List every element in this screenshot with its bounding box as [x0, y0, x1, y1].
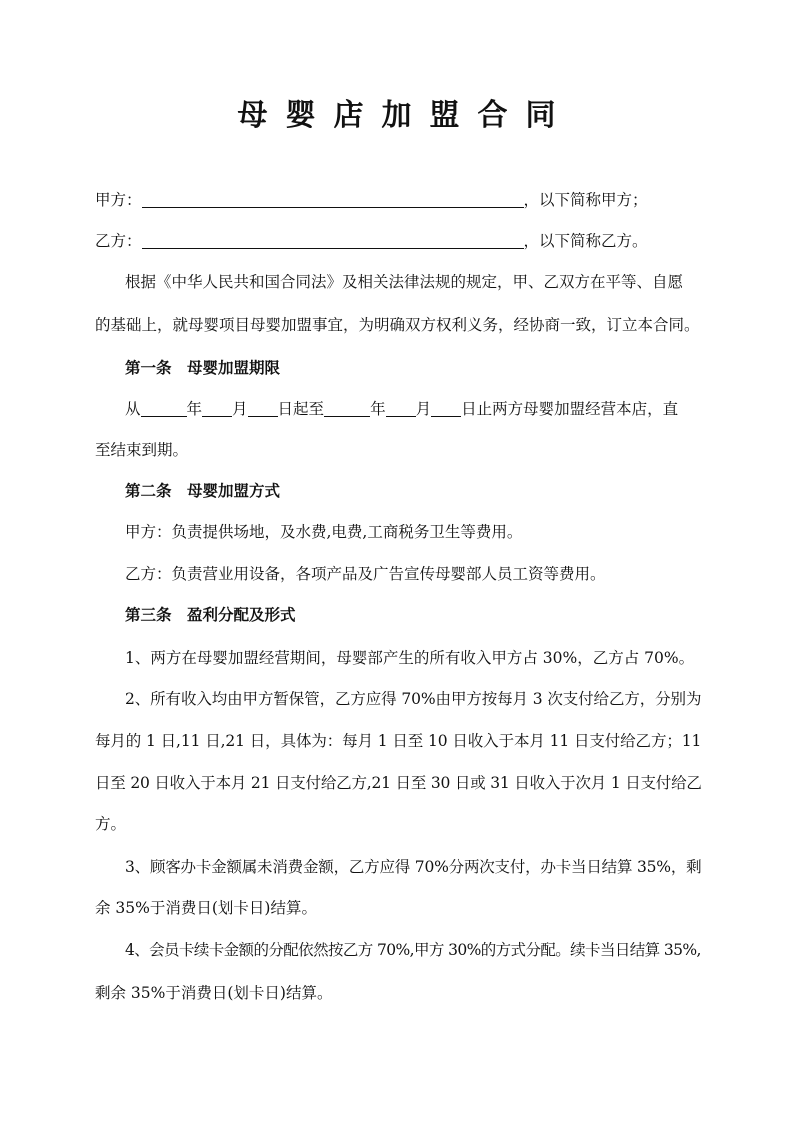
end-year-blank[interactable]	[324, 400, 370, 417]
article-3-line-8: 4、会员卡续卡金额的分配依然按乙方 70%,甲方 30%的方式分配。续卡当日结算 35%,	[125, 941, 701, 959]
start-day-blank[interactable]	[248, 400, 278, 417]
article-2-party-a-duty: 甲方：负责提供场地，及水费,电费,工商税务卫生等费用。	[125, 523, 523, 541]
article-3-line-6: 3、顾客办卡金额属未消费金额，乙方应得 70%分两次支付，办卡当日结算 35%，剩	[125, 858, 702, 876]
end-month-blank[interactable]	[386, 400, 416, 417]
article-3-line-2: 2、所有收入均由甲方暂保管，乙方应得 70%由甲方按每月 3 次支付给乙方，分别为	[125, 690, 702, 708]
preamble-line-1	[125, 270, 701, 294]
term-from-label: 从	[125, 400, 141, 418]
end-day-blank[interactable]	[431, 400, 461, 417]
term-to-label: 日起至	[277, 400, 325, 418]
article-3-line-9: 剩余 35%于消费日(划卡日)结算。	[95, 984, 333, 1002]
term-month-label: 月	[232, 400, 248, 418]
document-title: 母婴店加盟合同	[237, 98, 574, 133]
term-year-label-2: 年	[370, 400, 386, 418]
preamble-line-2	[95, 313, 701, 337]
party-a-suffix: ，以下简称甲方；	[523, 191, 648, 209]
start-month-blank[interactable]	[202, 400, 232, 417]
party-a-blank[interactable]	[142, 191, 524, 208]
article-3-line-3: 每月的 1 日,11 日,21 日，具体为：每月 1 日至 10 日收入于本月 11 日支付给乙方；11	[95, 732, 702, 750]
term-month-label-2: 月	[415, 400, 432, 418]
article-3-line-7: 余 35%于消费日(划卡日)结算。	[95, 899, 317, 917]
party-a-label: 甲方：	[95, 191, 142, 209]
article-3-line-4: 日至 20 日收入于本月 21 日支付给乙方,21 日至 30 日或 31 日收入于次月 1 日支付给乙	[95, 774, 702, 792]
party-b-label: 乙方：	[95, 232, 142, 250]
article-2-party-b-duty: 乙方：负责营业用设备，各项产品及广告宣传母婴部人员工资等费用。	[125, 565, 606, 583]
preamble-text-2: 的基础上，就母婴项目母婴加盟事宜，为明确双方权利义务，经协商一致，订立本合同。	[95, 316, 700, 334]
party-b-line	[95, 229, 701, 253]
term-year-label: 年	[186, 400, 203, 418]
article-1-term-line-2: 至结束到期。	[95, 441, 189, 459]
party-b-suffix: ，以下简称乙方。	[523, 232, 648, 250]
article-2-heading: 第二条 母婴加盟方式	[125, 481, 281, 500]
article-3-line-5: 方。	[95, 815, 127, 833]
start-year-blank[interactable]	[141, 400, 187, 417]
preamble-text-1: 根据《中华人民共和国合同法》及相关法律法规的规定，甲、乙双方在平等、自愿	[125, 273, 684, 291]
party-b-blank[interactable]	[142, 232, 524, 249]
party-a-line	[95, 188, 701, 212]
term-end-text: 日止两方母婴加盟经营本店，直	[461, 400, 679, 418]
article-1-heading: 第一条 母婴加盟期限	[125, 358, 281, 377]
article-3-heading: 第三条 盈利分配及形式	[125, 605, 296, 624]
article-1-term-line	[125, 397, 701, 421]
article-3-line-1: 1、两方在母婴加盟经营期间，母婴部产生的所有收入甲方占 30%，乙方占 70%。	[125, 649, 695, 667]
